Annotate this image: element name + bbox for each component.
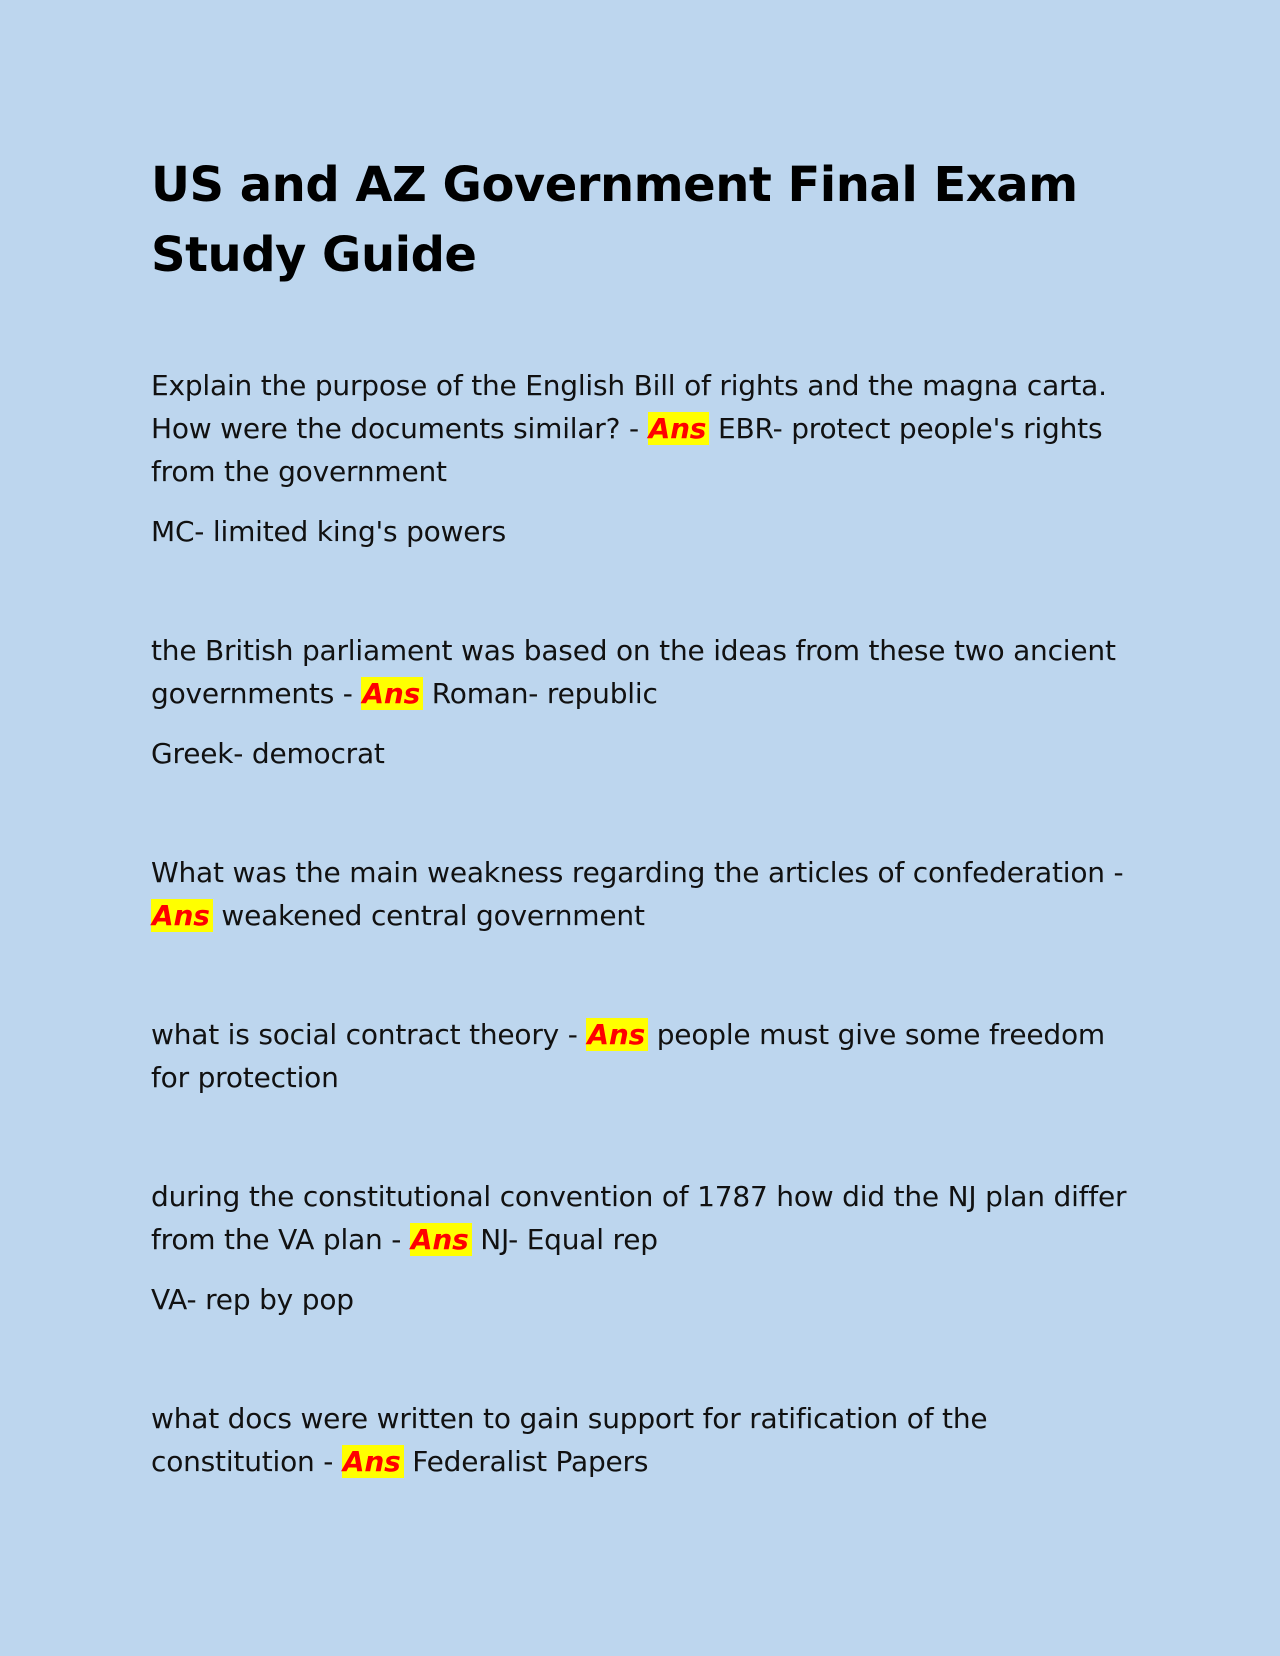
qa-line: [151, 851, 1141, 937]
qa-line: [151, 1397, 1141, 1483]
answer-marker: Ans: [586, 1018, 648, 1051]
qa-item-3: [151, 851, 1141, 937]
answer-marker: Ans: [342, 1445, 404, 1478]
question-text: Explain the purpose of the English Bill of rights and the magna carta. How were the documents similar? -: [151, 369, 1107, 445]
answer-marker: Ans: [648, 412, 710, 445]
answer-text: people must give some freedom for protection: [151, 1018, 1105, 1094]
qa-line: [151, 1013, 1141, 1099]
answer-text: EBR- protect people's rights from the government: [151, 412, 1103, 488]
answer-text: NJ- Equal rep: [480, 1223, 658, 1256]
qa-line: [151, 1175, 1141, 1261]
qa-item-6: [151, 1397, 1141, 1483]
answer-marker: Ans: [361, 677, 423, 710]
answer-text: Federalist Papers: [412, 1445, 649, 1478]
question-text: what is social contract theory -: [151, 1018, 578, 1051]
document-title: US and AZ Government Final Exam Study Guide: [151, 157, 1078, 283]
answer-extra-text: Greek- democrat: [151, 737, 385, 770]
qa-line: [151, 629, 1141, 715]
question-text: What was the main weakness regarding the articles of confederation -: [151, 856, 1124, 889]
answer-extra-text: MC- limited king's powers: [151, 515, 507, 548]
answer-extra-text: VA- rep by pop: [151, 1283, 354, 1316]
question-text: the British parliament was based on the ideas from these two ancient governments -: [151, 634, 1116, 710]
qa-item-2: [151, 629, 1141, 775]
qa-item-4: [151, 1013, 1141, 1099]
answer-marker: Ans: [410, 1223, 472, 1256]
answer-text: weakened central government: [221, 899, 645, 932]
question-text: during the constitutional convention of 1787 how did the NJ plan differ from the VA plan -: [151, 1180, 1127, 1256]
answer-marker: Ans: [151, 899, 213, 932]
question-text: what docs were written to gain support for ratification of the constitution -: [151, 1402, 988, 1478]
study-guide-page: [151, 150, 1141, 1478]
qa-item-1: [151, 364, 1141, 553]
qa-line: [151, 364, 1141, 493]
qa-item-5: [151, 1175, 1141, 1321]
answer-text: Roman- republic: [431, 677, 658, 710]
